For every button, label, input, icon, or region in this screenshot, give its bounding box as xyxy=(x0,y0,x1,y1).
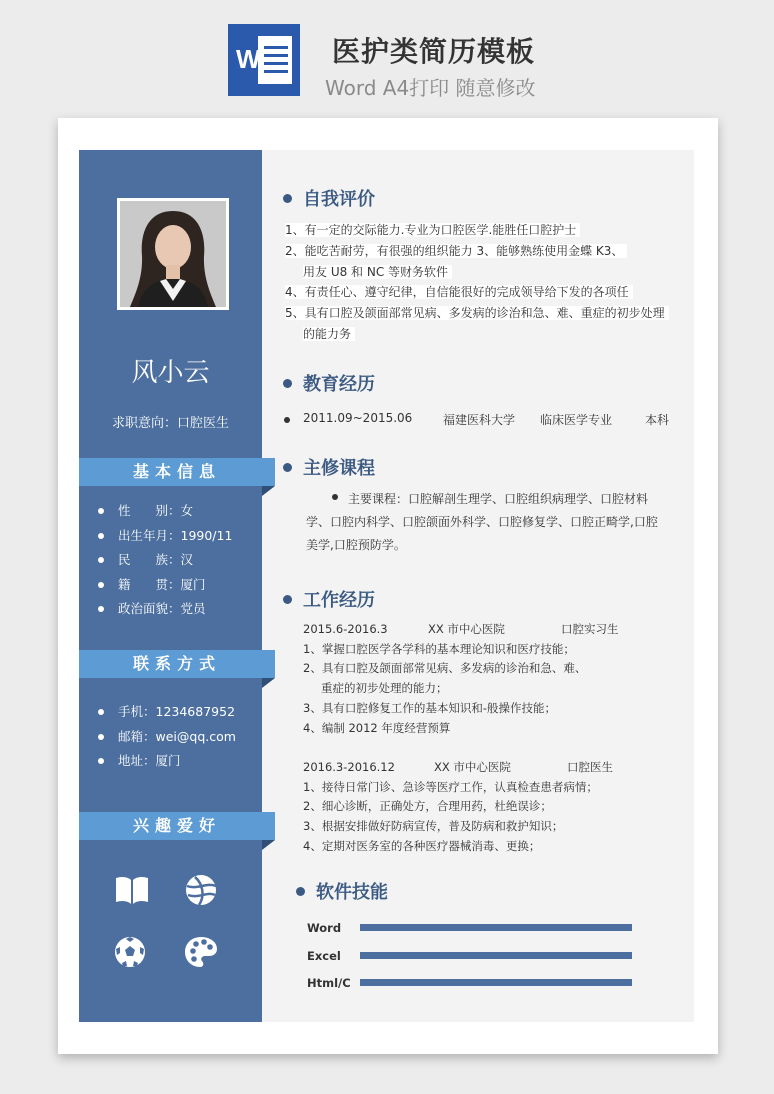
bullet-dot xyxy=(283,194,292,203)
skill-word-bar xyxy=(360,924,632,931)
skill-excel-bar xyxy=(360,952,632,959)
self-eval-line-5: 5、具有口腔及颌面部常见病、多发病的诊治和急、难、重症的初步处理 xyxy=(285,306,669,320)
book-icon xyxy=(114,872,150,908)
courses-text: 主要课程：口腔解剖生理学、口腔组织病理学、口腔材料学、口腔内科学、口腔颌面外科学、口腔修复学、口腔正畸学,口腔美学,口腔预防学。 xyxy=(306,492,658,552)
education-major: 临床医学专业 xyxy=(540,413,613,427)
basic-info-ethnicity: 民 族：汉 xyxy=(96,548,232,573)
job-intent: 求职意向：口腔医生 xyxy=(111,416,229,431)
job-1 xyxy=(303,620,619,738)
self-eval-title: 自我评价 xyxy=(303,189,375,210)
job-2-line-1: 1、接待日常门诊、急诊等医疗工作，认真检查患者病情； xyxy=(303,779,598,794)
courses-heading xyxy=(283,454,375,480)
courses-title: 主修课程 xyxy=(303,458,375,479)
work-title: 工作经历 xyxy=(303,590,375,611)
education-degree: 本科 xyxy=(645,413,670,427)
job-2-line-2: 2、细心诊断，正确处方，合理用药，杜绝误诊； xyxy=(303,799,552,814)
skill-html-bar xyxy=(360,979,632,986)
basic-info-heading: 基本信息 xyxy=(132,462,221,481)
profile-photo xyxy=(117,198,229,310)
self-eval-line-1: 1、有一定的交际能力.专业为口腔医学.能胜任口腔护士 xyxy=(285,223,580,237)
education-bullet xyxy=(284,417,290,423)
basic-info-hometown: 籍 贯：厦门 xyxy=(96,573,232,598)
skill-html-label: Html/C xyxy=(307,976,351,990)
page-subtitle: Word A4打印 随意修改 xyxy=(325,76,536,100)
contact-banner xyxy=(79,650,275,678)
word-logo-letter: W xyxy=(236,44,261,74)
job-1-line-5: 4、编制 2012 年度经营预算 xyxy=(303,720,451,735)
skill-word-label: Word xyxy=(307,921,342,935)
self-eval-line-3: 用友 U8 和 NC 等财务软件 xyxy=(303,265,452,279)
job-2-period: 2016.3-2016.12 xyxy=(303,760,395,774)
job-1-line-2: 2、具有口腔及颌面部常见病、多发病的诊治和急、难、 xyxy=(303,661,587,676)
word-logo-icon xyxy=(228,24,300,96)
skill-html-fill xyxy=(360,979,632,986)
contact-address: 地址：厦门 xyxy=(96,749,236,774)
contact-phone: 手机：1234687952 xyxy=(96,700,236,725)
bullet-dot xyxy=(283,463,292,472)
education-heading xyxy=(283,370,375,396)
soccer-ball-icon xyxy=(112,934,148,970)
bullet-dot xyxy=(283,595,292,604)
job-2 xyxy=(303,758,613,857)
job-1-company: XX 市中心医院 xyxy=(428,622,505,636)
basic-info-list xyxy=(96,499,232,622)
job-2-line-4: 4、定期对医务室的各种医疗器械消毒、更换； xyxy=(303,838,541,853)
hobbies-banner xyxy=(79,812,275,840)
skill-excel-fill xyxy=(360,952,632,959)
skill-word-fill xyxy=(360,924,632,931)
basic-info-banner xyxy=(79,458,275,486)
job-1-line-4: 3、具有口腔修复工作的基本知识和-般操作技能； xyxy=(303,700,556,715)
job-2-company: XX 市中心医院 xyxy=(434,760,511,774)
page-title: 医护类简历模板 xyxy=(332,35,536,68)
basic-info-gender: 性 别：女 xyxy=(96,499,232,524)
candidate-name: 风小云 xyxy=(131,358,210,388)
education-school: 福建医科大学 xyxy=(443,413,516,427)
skills-title: 软件技能 xyxy=(316,882,388,903)
skills-heading xyxy=(296,878,388,904)
job-1-period: 2015.6-2016.3 xyxy=(303,622,388,636)
job-1-line-1: 1、掌握口腔医学各学科的基本理论知识和医疗技能； xyxy=(303,641,575,656)
contact-heading: 联系方式 xyxy=(132,654,221,673)
basic-info-birth: 出生年月：1990/11 xyxy=(96,524,232,549)
basic-info-politics: 政治面貌：党员 xyxy=(96,597,232,622)
basketball-icon xyxy=(183,872,219,908)
bullet-dot xyxy=(283,379,292,388)
self-eval-line-6: 的能力务 xyxy=(303,327,355,341)
job-2-line-3: 3、根据安排做好防病宣传，普及防病和救护知识； xyxy=(303,819,564,834)
work-heading xyxy=(283,586,375,612)
contact-email[interactable]: 邮箱：wei@qq.com xyxy=(96,725,236,750)
self-eval-line-4: 4、有责任心、遵守纪律，自信能很好的完成领导给下发的各项任 xyxy=(285,285,633,299)
self-eval-line-2: 2、能吃苦耐劳，有很强的组织能力 3、能够熟练使用金蝶 K3、 xyxy=(285,244,627,258)
palette-icon xyxy=(183,934,219,970)
hobbies-heading: 兴趣爱好 xyxy=(132,816,221,835)
self-eval-heading xyxy=(283,185,375,211)
bullet-dot xyxy=(296,887,305,896)
education-title: 教育经历 xyxy=(303,374,375,395)
contact-list xyxy=(96,700,236,774)
self-eval-text xyxy=(285,220,669,345)
job-2-position: 口腔医生 xyxy=(567,760,613,774)
skill-excel-label: Excel xyxy=(307,949,341,963)
job-1-position: 口腔实习生 xyxy=(561,622,619,636)
education-period: 2011.09~2015.06 xyxy=(303,411,413,425)
job-1-line-3: 重症的初步处理的能力； xyxy=(321,681,448,696)
